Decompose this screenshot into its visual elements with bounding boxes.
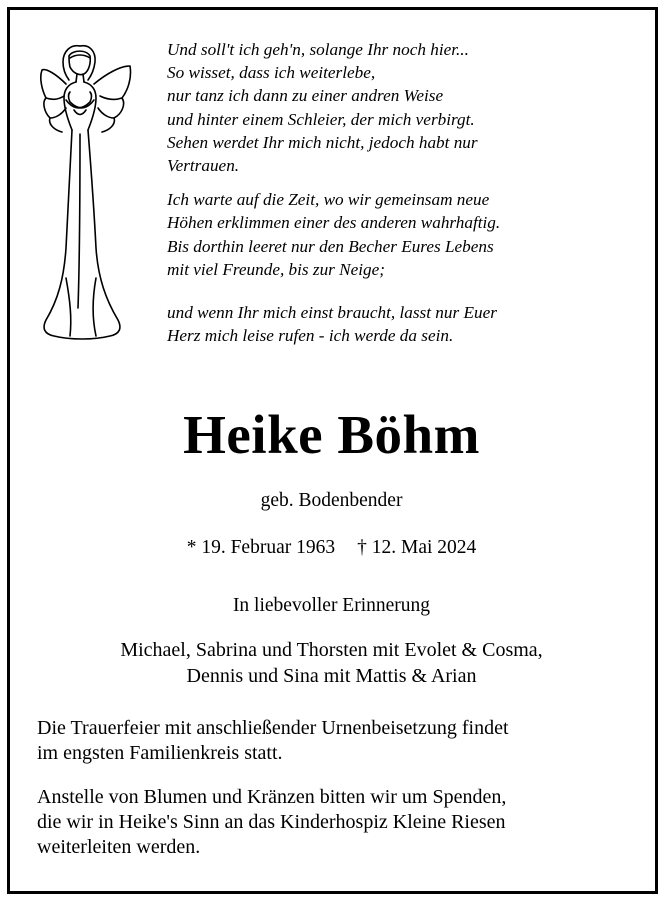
birth-name: geb. Bodenbender <box>260 490 403 511</box>
poem-line: Vertrauen. <box>167 156 240 176</box>
death-date: † 12. Mai 2024 <box>357 537 477 558</box>
poem-line: nur tanz ich dann zu einer andren Weise <box>167 86 444 106</box>
notice-line: Die Trauerfeier mit anschließender Urnenbeisetzung findet <box>37 717 509 739</box>
notice-line: die wir in Heike's Sinn an das Kinderhospiz Kleine Riesen <box>37 811 506 833</box>
notice-line: im engsten Familienkreis statt. <box>37 742 283 764</box>
family-signatures <box>0 637 663 689</box>
deceased-name: Heike Böhm <box>183 404 480 465</box>
poem-line: Und soll't ich geh'n, solange Ihr noch hier... <box>167 40 469 59</box>
memory-line: In liebevoller Erinnerung <box>232 595 431 616</box>
angel-illustration <box>36 38 136 348</box>
notice-line: weiterleiten werden. <box>37 836 201 858</box>
funeral-notice <box>37 716 637 766</box>
poem-line: Ich warte auf die Zeit, wo wir gemeinsam neue <box>167 190 490 210</box>
birth-date: * 19. Februar 1963 <box>186 537 336 558</box>
poem-line: mit viel Freunde, bis zur Neige; <box>167 259 385 279</box>
poem-line: und wenn Ihr mich einst braucht, lasst nur Euer <box>167 303 497 323</box>
poem-stanza <box>167 188 637 281</box>
family-line: Michael, Sabrina und Thorsten mit Evolet & Cosma, <box>120 639 543 661</box>
family-line: Dennis und Sina mit Mattis & Arian <box>186 665 477 687</box>
donation-notice <box>37 785 637 860</box>
poem-line: Herz mich leise rufen - ich werde da sein. <box>167 326 454 346</box>
poem-stanza <box>167 38 637 177</box>
poem-line: und hinter einem Schleier, der mich verbirgt. <box>167 109 475 129</box>
notice-line: Anstelle von Blumen und Kränzen bitten wir um Spenden, <box>37 786 507 808</box>
poem-line: Bis dorthin leeret nur den Becher Eures Lebens <box>167 236 494 256</box>
poem-line: Höhen erklimmen einer des anderen wahrhaftig. <box>167 213 501 233</box>
poem <box>167 38 637 347</box>
poem-stanza <box>167 301 637 347</box>
poem-line: So wisset, dass ich weiterlebe, <box>167 63 376 83</box>
life-dates <box>0 537 663 559</box>
poem-line: Sehen werdet Ihr mich nicht, jedoch habt nur <box>167 132 478 152</box>
